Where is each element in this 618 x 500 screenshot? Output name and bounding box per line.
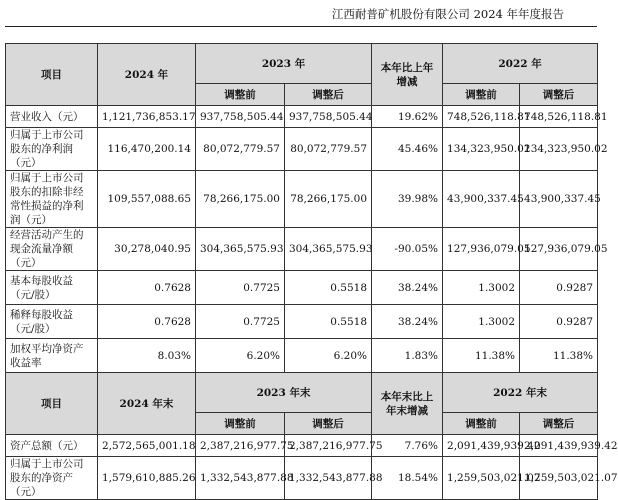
year-2023-end-header: 2023 年末: [196, 373, 372, 413]
section2-header-row: [6, 373, 598, 413]
value-cell: 43,900,337.45: [520, 171, 598, 228]
value-cell: 0.7628: [98, 271, 196, 305]
value-cell: 0.7628: [98, 305, 196, 339]
value-cell: 748,526,118.81: [443, 106, 520, 128]
row-label: 经营活动产生的现金流量净额（元）: [6, 228, 98, 271]
change-cell: 45.46%: [372, 128, 443, 171]
value-cell: 78,266,175.00: [285, 171, 372, 228]
change-cell: 39.98%: [372, 171, 443, 228]
table-row: [6, 435, 598, 457]
value-cell: 748,526,118.81: [520, 106, 598, 128]
change-cell: -90.05%: [372, 228, 443, 271]
row-label: 归属于上市公司股东的净利润（元）: [6, 128, 98, 171]
value-cell: 2,091,439,939.42: [520, 435, 598, 457]
after-adjustment-header: 调整后: [520, 84, 598, 106]
change-cell: 38.24%: [372, 271, 443, 305]
row-label: 归属于上市公司股东的净资产（元）: [6, 457, 98, 500]
change-header: 本年末比上年末增减: [372, 373, 443, 435]
value-cell: 134,323,950.02: [520, 128, 598, 171]
year-2022-end-header: 2022 年末: [443, 373, 598, 413]
change-cell: 7.76%: [372, 435, 443, 457]
value-cell: 109,557,088.65: [98, 171, 196, 228]
row-label: 营业收入（元）: [6, 106, 98, 128]
after-adjustment-header: 调整后: [520, 413, 598, 435]
value-cell: 2,387,216,977.75: [196, 435, 285, 457]
header-rule: [5, 26, 597, 27]
change-cell: 19.62%: [372, 106, 443, 128]
value-cell: 1,121,736,853.17: [98, 106, 196, 128]
table-row: [6, 271, 598, 305]
value-cell: 1,579,610,885.26: [98, 457, 196, 500]
value-cell: 1,332,543,877.88: [285, 457, 372, 500]
table-row: [6, 305, 598, 339]
value-cell: 937,758,505.44: [196, 106, 285, 128]
table-row: [6, 106, 598, 128]
value-cell: 304,365,575.93: [196, 228, 285, 271]
value-cell: 134,323,950.02: [443, 128, 520, 171]
value-cell: 0.7725: [196, 271, 285, 305]
value-cell: 78,266,175.00: [196, 171, 285, 228]
value-cell: 6.20%: [196, 339, 285, 373]
financial-data-table: [5, 43, 618, 500]
row-label: 基本每股收益（元/股）: [6, 271, 98, 305]
value-cell: 80,072,779.57: [285, 128, 372, 171]
value-cell: 304,365,575.93: [285, 228, 372, 271]
before-adjustment-header: 调整前: [196, 84, 285, 106]
table-row: [6, 228, 598, 271]
row-label: 资产总额（元）: [6, 435, 98, 457]
year-2024-end-header: 2024 年末: [98, 373, 196, 435]
change-cell: 1.83%: [372, 339, 443, 373]
section1-header-row: [6, 44, 598, 84]
value-cell: 11.38%: [520, 339, 598, 373]
value-cell: 1,259,503,021.07: [443, 457, 520, 500]
table-row: [6, 171, 598, 228]
value-cell: 0.5518: [285, 305, 372, 339]
value-cell: 2,572,565,001.18: [98, 435, 196, 457]
row-label: 加权平均净资产收益率: [6, 339, 98, 373]
value-cell: 0.9287: [520, 271, 598, 305]
value-cell: 1,259,503,021.07: [520, 457, 598, 500]
change-header: 本年比上年增减: [372, 44, 443, 106]
value-cell: 0.5518: [285, 271, 372, 305]
after-adjustment-header: 调整后: [285, 84, 372, 106]
value-cell: 1.3002: [443, 271, 520, 305]
year-2022-header: 2022 年: [443, 44, 598, 84]
value-cell: 43,900,337.45: [443, 171, 520, 228]
before-adjustment-header: 调整前: [443, 84, 520, 106]
change-cell: 38.24%: [372, 305, 443, 339]
document-header: 江西耐普矿机股份有限公司 2024 年年度报告: [331, 7, 564, 21]
value-cell: 8.03%: [98, 339, 196, 373]
table-row: [6, 457, 598, 500]
table-row: [6, 128, 598, 171]
change-cell: 18.54%: [372, 457, 443, 500]
year-2023-header: 2023 年: [196, 44, 372, 84]
value-cell: 127,936,079.05: [443, 228, 520, 271]
value-cell: 6.20%: [285, 339, 372, 373]
before-adjustment-header: 调整前: [443, 413, 520, 435]
value-cell: 1,332,543,877.88: [196, 457, 285, 500]
row-label: 稀释每股收益（元/股）: [6, 305, 98, 339]
value-cell: 937,758,505.44: [285, 106, 372, 128]
table-row: [6, 339, 598, 373]
row-label: 归属于上市公司股东的扣除非经常性损益的净利润（元）: [6, 171, 98, 228]
before-adjustment-header: 调整前: [196, 413, 285, 435]
value-cell: 0.7725: [196, 305, 285, 339]
after-adjustment-header: 调整后: [285, 413, 372, 435]
value-cell: 2,387,216,977.75: [285, 435, 372, 457]
value-cell: 30,278,040.95: [98, 228, 196, 271]
year-2024-header: 2024 年: [98, 44, 196, 106]
value-cell: 2,091,439,939.42: [443, 435, 520, 457]
value-cell: 1.3002: [443, 305, 520, 339]
item-header: 项目: [6, 44, 98, 106]
value-cell: 116,470,200.14: [98, 128, 196, 171]
value-cell: 127,936,079.05: [520, 228, 598, 271]
value-cell: 0.9287: [520, 305, 598, 339]
value-cell: 11.38%: [443, 339, 520, 373]
value-cell: 80,072,779.57: [196, 128, 285, 171]
item-header: 项目: [6, 373, 98, 435]
